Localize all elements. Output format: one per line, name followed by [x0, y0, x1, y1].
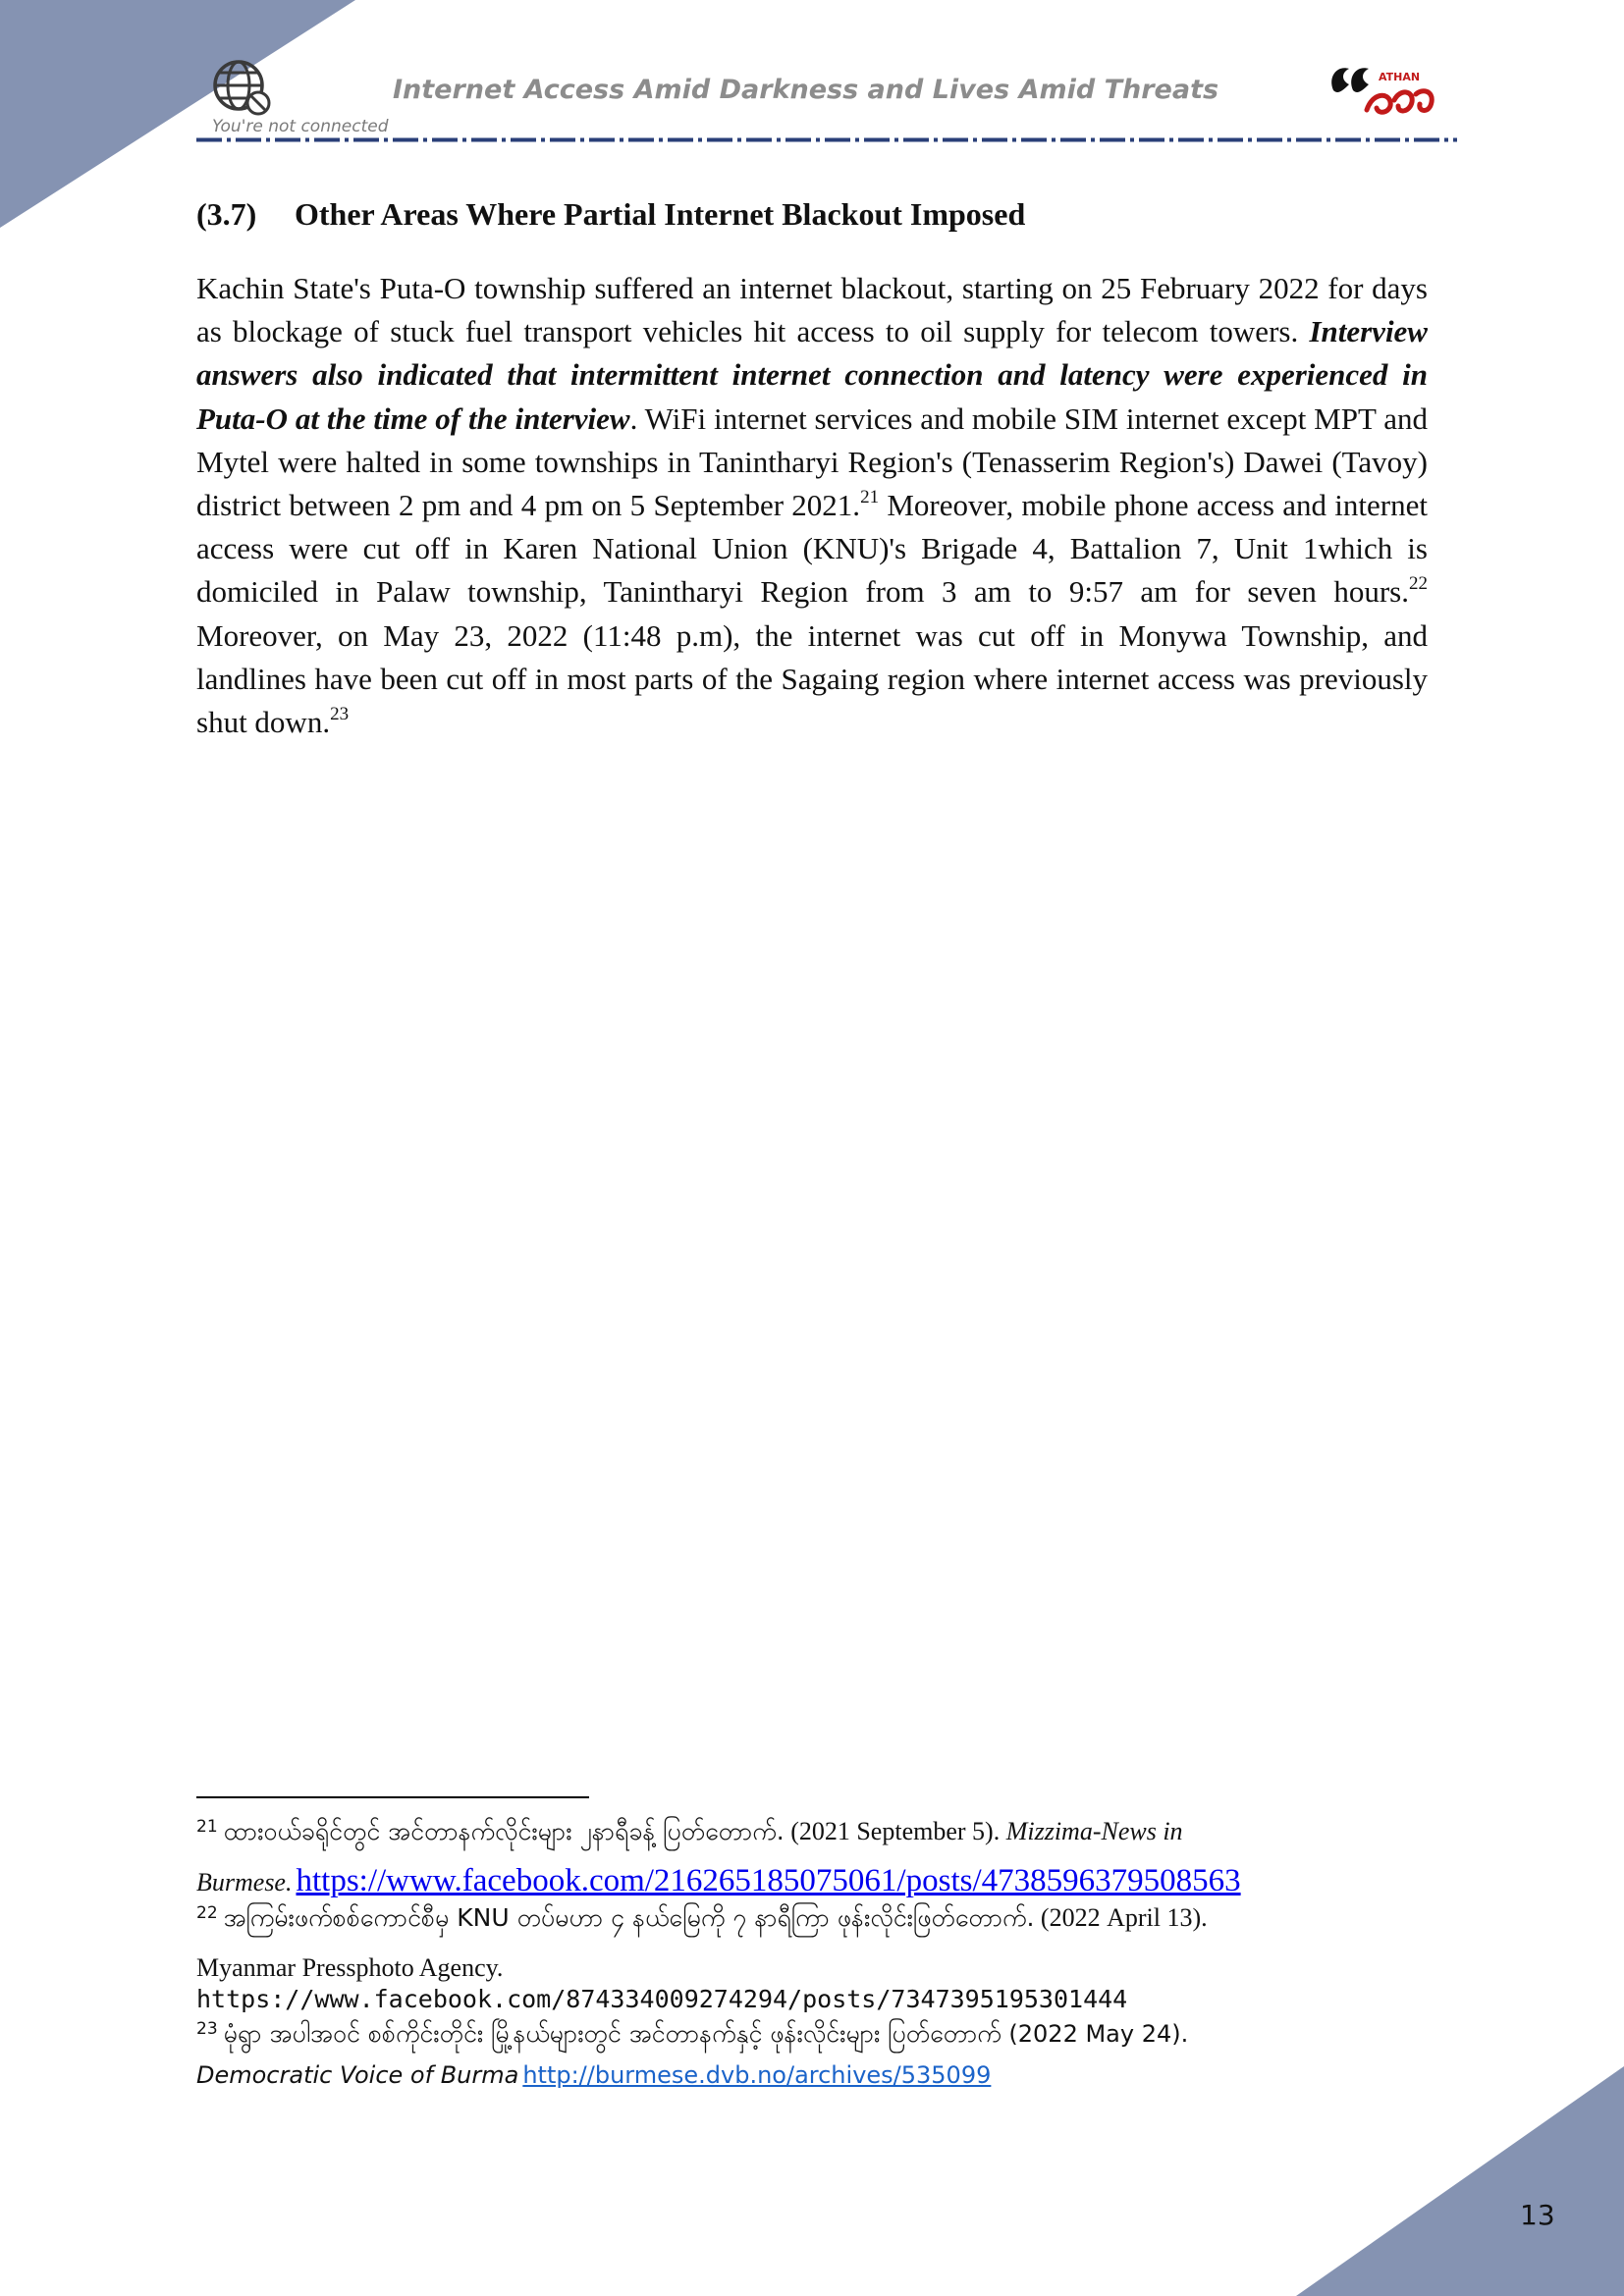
body-text-part: Kachin State's Puta-O township suffered an internet blackout, starting on 25 February 2022 for days as blockage of stuck fuel transport vehicles hit access to oil supply for telecom towers. [196, 271, 1428, 349]
footnote-source: Mizzima-News in [1005, 1817, 1183, 1845]
footnote-23-source [196, 2061, 1428, 2089]
footnote-ref-21[interactable]: 21 [860, 487, 880, 508]
body-text-part: Moreover, on May 23, 2022 (11:48 p.m), the internet was cut off in Monywa Township, and landlines have been cut off in most parts of the Sagaing region where internet access was previously shut down. [196, 617, 1428, 740]
body-text-part: . WiFi internet services and mobile SIM internet except MPT and Mytel were halted in some townships in Tanintharyi Region's (Tenasserim Region's) Dawei (Tavoy) district between 2 pm and 4 pm on 5 September 2021. [196, 400, 1428, 523]
athan-logo [1327, 55, 1445, 122]
section-number: (3.7) [196, 196, 257, 232]
document-title: Internet Access Amid Darkness and Lives Amid Threats [393, 75, 1219, 105]
globe-disconnected-icon [212, 59, 273, 118]
footnote-number: 21 [196, 1817, 218, 1837]
connection-status: You're not connected [212, 117, 389, 136]
footnote-ref-22[interactable]: 22 [1409, 573, 1428, 595]
header-divider [196, 137, 1457, 142]
footnote-source: Myanmar Pressphoto Agency. [196, 1953, 504, 1982]
footnote-source: Burmese. [196, 1868, 293, 1896]
corner-decoration-bottom-right [1296, 2066, 1624, 2296]
footnote-link[interactable]: http://burmese.dvb.no/archives/535099 [522, 2061, 992, 2089]
footnote-number: 22 [196, 1903, 218, 1923]
footnote-22-url [196, 1985, 1428, 2013]
footnote-link[interactable]: https://www.facebook.com/216265185075061/posts/4738596379508563 [296, 1863, 1241, 1898]
footnote-22-source [196, 1953, 1428, 1983]
footnote-23 [196, 2018, 1428, 2055]
footnote-number: 23 [196, 2019, 218, 2039]
footnote-link[interactable]: https://www.facebook.com/874334009274294/posts/7347395195301444 [196, 1985, 1128, 2013]
footnote-burmese-title: ထားဝယ်ခရိုင်တွင် အင်တာနက်လိုင်းများ ၂နာရီခန့် ပြတ်တောက်. [223, 1817, 785, 1845]
footnote-21-cont [196, 1863, 1428, 1899]
footnote-date: (2022 May 24). [1001, 2020, 1189, 2048]
body-emphasis: Interview answers also indicated that intermittent internet connection and latency were experienced in Puta-O at the time of the interview [196, 314, 1428, 436]
footnote-burmese-title: မုံရွာ အပါအဝင် စစ်ကိုင်းတိုင်း မြို့နယ်များတွင် အင်တာနက်နှင့် ဖုန်းလိုင်းများ ပြတ်တောက် [223, 2019, 1001, 2048]
section-title: Other Areas Where Partial Internet Blackout Imposed [295, 196, 1026, 232]
corner-decoration-top-left [0, 0, 355, 228]
footnote-date: (2021 September 5). [784, 1817, 1006, 1845]
footnote-21 [196, 1816, 1428, 1852]
body-paragraph [196, 267, 1428, 744]
footnote-separator [196, 1796, 589, 1798]
footnote-burmese-title: အကြမ်းဖက်စစ်ကောင်စီမှ KNU တပ်မဟာ ၄ နယ်မြေကို ၇ နာရီကြာ ဖုန်းလိုင်းဖြတ်တောက်. [223, 1903, 1035, 1932]
footnote-date: (2022 April 13). [1034, 1903, 1208, 1932]
section-heading [196, 196, 1025, 233]
footnote-22 [196, 1902, 1428, 1939]
page-number: 13 [1520, 2199, 1555, 2231]
logo-wordmark: ATHAN [1379, 71, 1421, 83]
footnote-ref-23[interactable]: 23 [330, 704, 350, 725]
body-text-part: Moreover, mobile phone access and internet access were cut off in Karen National Union (KNU)'s Brigade 4, Battalion 7, Unit 1which is domiciled in Palaw township, Tanintharyi Region from 3 am to 9:57 am for seven hours. [196, 488, 1428, 610]
footnote-source: Democratic Voice of Burma [196, 2061, 519, 2089]
